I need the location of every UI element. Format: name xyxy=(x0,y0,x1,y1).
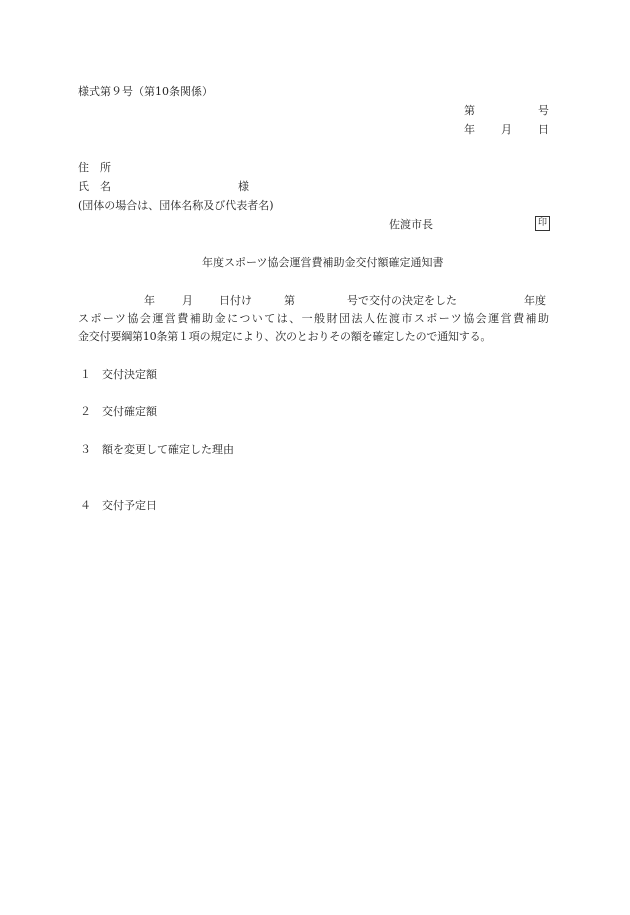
date-year: 年 xyxy=(464,123,475,136)
item-number: １ xyxy=(80,368,91,381)
honorific: 様 xyxy=(238,180,249,193)
seal-stamp: 印 xyxy=(535,216,550,231)
item-label: 交付決定額 xyxy=(102,368,157,381)
name-label: 氏 名 xyxy=(78,180,111,193)
date-month: 月 xyxy=(501,123,512,136)
body-decision-text: 号で交付の決定をした xyxy=(347,294,457,307)
date-day: 日 xyxy=(538,123,549,136)
body-year: 年 xyxy=(144,294,155,307)
item-label: 交付予定日 xyxy=(102,499,157,512)
form-number: 様式第９号（第10条関係） xyxy=(78,85,213,98)
item-number: ３ xyxy=(80,443,91,456)
item-number: ４ xyxy=(80,499,91,512)
item-number: ２ xyxy=(80,405,91,418)
body-month: 月 xyxy=(182,294,193,307)
item-label: 額を変更して確定した理由 xyxy=(102,443,234,456)
item-label: 交付確定額 xyxy=(102,405,157,418)
body-line-1 xyxy=(78,294,549,308)
reference-number-prefix: 第 xyxy=(464,104,475,117)
body-day-dated: 日付け xyxy=(219,294,252,307)
organization-note: (団体の場合は、団体名称及び代表者名) xyxy=(78,199,274,212)
body-line-3: 金交付要綱第10条第１項の規定により、次のとおりその額を確定したので通知する。 xyxy=(78,330,492,343)
body-number-prefix: 第 xyxy=(284,294,295,307)
sender-title: 佐渡市長 xyxy=(389,218,433,231)
address-label: 住 所 xyxy=(78,161,111,174)
body-fiscal-year: 年度 xyxy=(524,294,546,307)
body-line-2: スポーツ協会運営費補助金については、一般財団法人佐渡市スポーツ協会運営費補助 xyxy=(78,312,549,325)
document-title: 年度スポーツ協会運営費補助金交付額確定通知書 xyxy=(202,256,444,269)
reference-number-suffix: 号 xyxy=(538,104,549,117)
